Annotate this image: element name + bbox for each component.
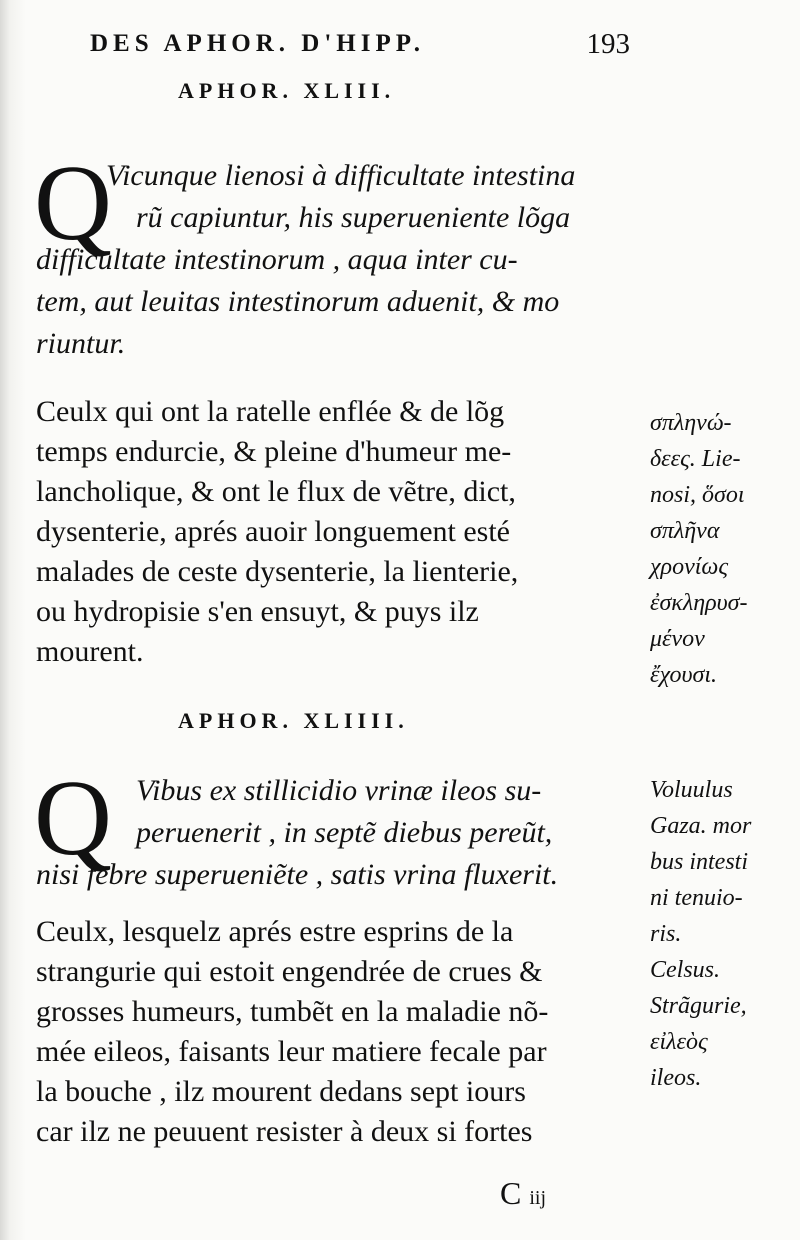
margin-line: ni tenuio-: [650, 885, 743, 911]
text-line: grosses humeurs, tumbẽt en la maladie nõ-: [36, 995, 549, 1028]
signature-numeral: iij: [529, 1187, 547, 1209]
aphorism-44-heading: APHOR. XLIIII.: [178, 708, 409, 733]
margin-line: εἰλεὸς: [650, 1029, 708, 1055]
text-line: car ilz ne peuuent resister à deux si fortes: [36, 1115, 533, 1148]
aphorism-44-dropcap: Q: [34, 759, 112, 878]
text-line: Vicunque lienosi à difficultate intestina: [106, 159, 576, 192]
text-line: tem, aut leuitas intestinorum aduenit, & mo: [36, 285, 560, 318]
margin-line: Gaza. mor: [650, 813, 752, 839]
text-line: difficultate intestinorum , aqua inter cu-: [36, 243, 518, 276]
margin-line: Strãgurie,: [650, 993, 747, 1019]
text-line: strangurie qui estoit engendrée de crues &: [36, 955, 543, 988]
text-line: riuntur.: [36, 327, 126, 360]
text-line: lancholique, & ont le flux de vẽtre, dict,: [36, 475, 516, 508]
text-line: peruenerit , in septẽ diebus pereũt,: [136, 816, 553, 849]
text-line: malades de ceste dysenterie, la lienterie,: [36, 555, 519, 588]
text-line: mée eileos, faisants leur matiere fecale par: [36, 1035, 547, 1068]
text-line: Vibus ex stillicidio vrinæ ileos su-: [136, 774, 542, 807]
margin-line: ileos.: [650, 1065, 702, 1091]
margin-line: σπλῆνα: [650, 518, 720, 544]
text-line: mourent.: [36, 635, 144, 668]
text-line: temps endurcie, & pleine d'humeur me-: [36, 435, 512, 468]
margin-line: nosi, ὅσοι: [650, 482, 745, 508]
margin-line: χρονίως: [650, 554, 729, 580]
signature-letter: C: [500, 1175, 522, 1211]
aphorism-44-latin-text: [36, 770, 636, 896]
margin-line: bus intesti: [650, 849, 749, 875]
margin-line: ἔχουσι.: [650, 662, 718, 688]
running-head-title: DES APHOR. D'HIPP.: [90, 30, 425, 57]
text-line: rũ capiuntur, his superueniente lõga: [136, 201, 571, 234]
margin-line: ris.: [650, 921, 682, 947]
aphorism-43-latin-text: [36, 155, 646, 365]
aphorism-43-heading: APHOR. XLIII.: [178, 78, 396, 103]
margin-note-greek: [650, 405, 798, 693]
margin-line: ἐσκληρυσ-: [650, 590, 748, 616]
aphorism-43-french-text: [36, 392, 646, 672]
margin-line: Voluulus: [650, 777, 733, 803]
margin-note-latin: [650, 772, 798, 1096]
text-line: nisi febre superueniẽte , satis vrina fluxerit.: [36, 858, 559, 891]
margin-line: μένον: [650, 626, 705, 652]
text-line: la bouche , ilz mourent dedans sept iours: [36, 1075, 526, 1108]
page-number: 193: [586, 28, 630, 60]
text-line: ou hydropisie s'en ensuyt, & puys ilz: [36, 595, 479, 628]
text-line: dysenterie, aprés auoir longuement esté: [36, 515, 510, 548]
aphorism-43-dropcap: Q: [34, 144, 112, 263]
signature-mark: [500, 1175, 546, 1212]
margin-line: δεες. Lie-: [650, 446, 741, 472]
margin-line: σπληνώ-: [650, 410, 732, 436]
running-head: [90, 30, 630, 58]
margin-line: Celsus.: [650, 957, 721, 983]
aphorism-44-french-text: [36, 912, 646, 1152]
text-line: Ceulx qui ont la ratelle enflée & de lõg: [36, 395, 505, 428]
text-line: Ceulx, lesquelz aprés estre esprins de la: [36, 915, 514, 948]
